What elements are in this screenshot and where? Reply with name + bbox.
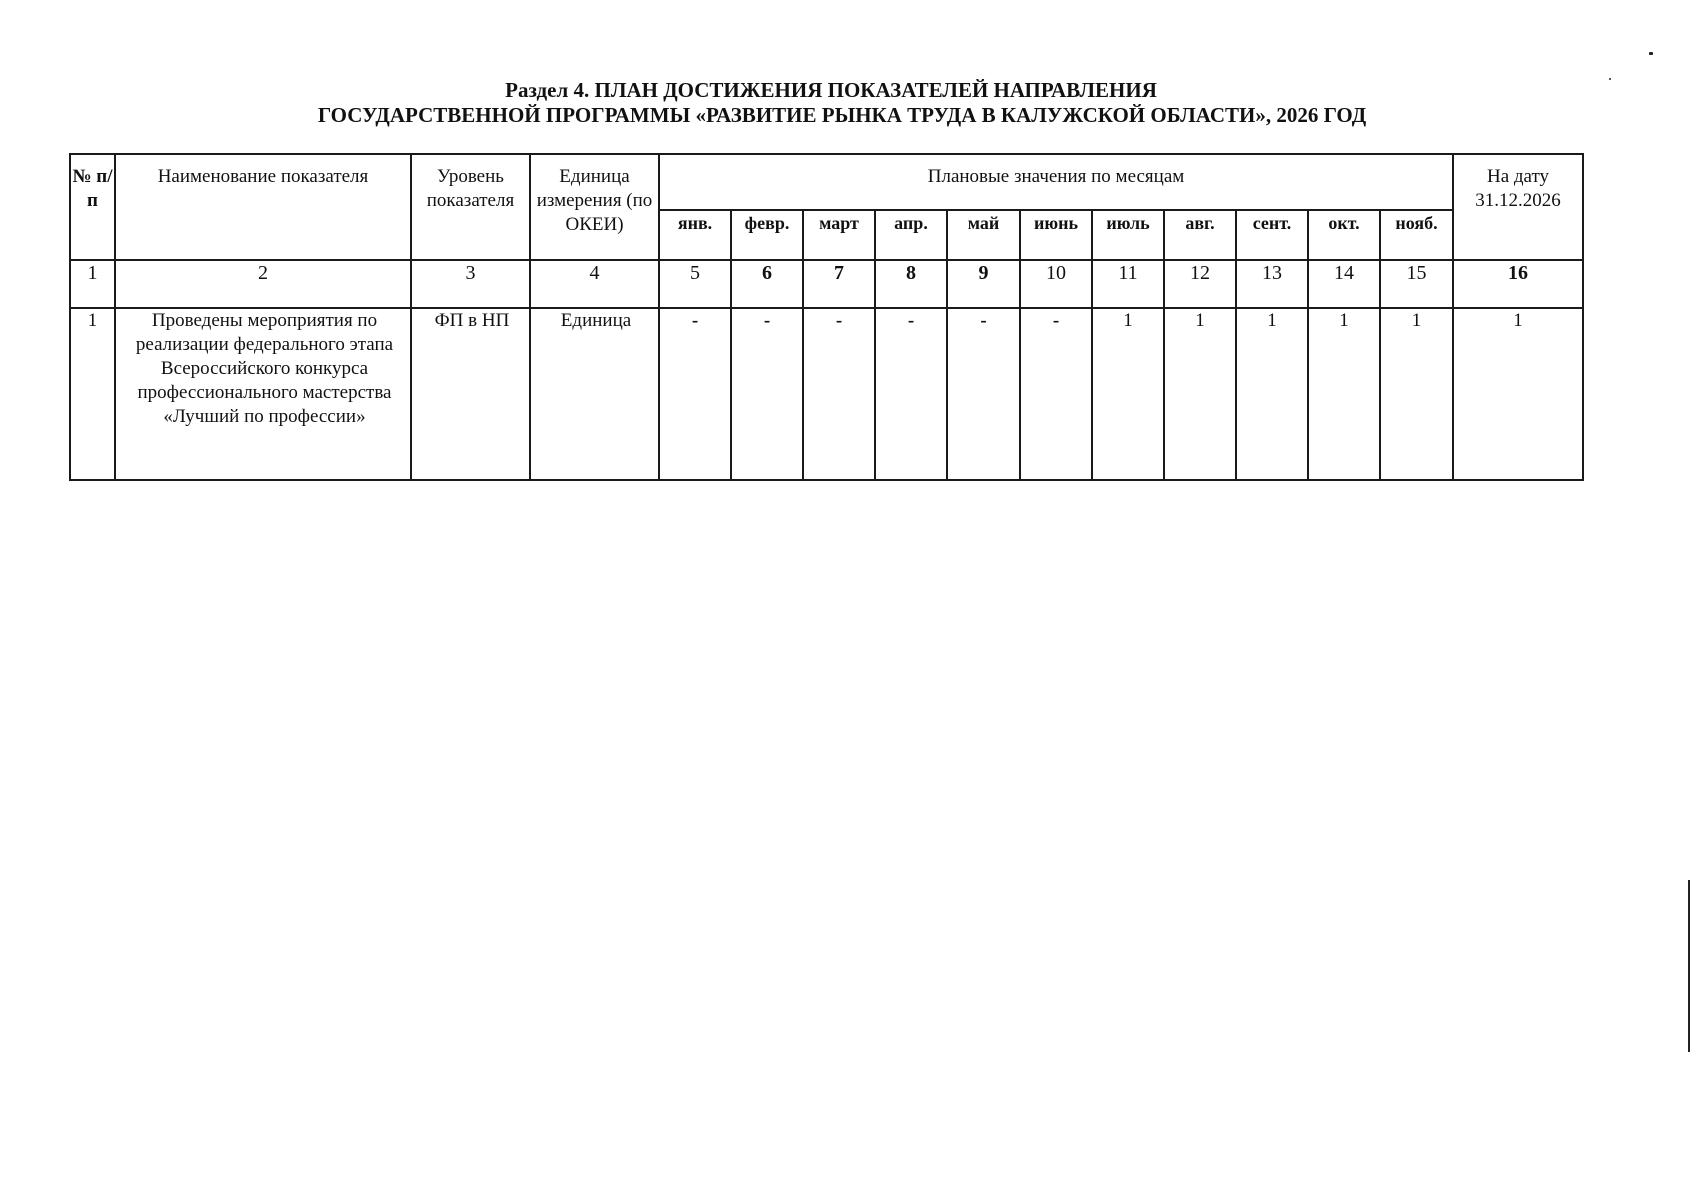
scan-edge-mark <box>1688 880 1690 1052</box>
month-header: сент. <box>1236 210 1308 260</box>
row-month-value: 1 <box>1380 308 1453 480</box>
row-month-value: - <box>659 308 731 480</box>
column-number: 7 <box>803 260 875 308</box>
header-final: На дату 31.12.2026 <box>1453 154 1583 260</box>
row-unit: Единица <box>530 308 659 480</box>
column-number: 15 <box>1380 260 1453 308</box>
column-number: 14 <box>1308 260 1380 308</box>
column-number: 12 <box>1164 260 1236 308</box>
month-header: авг. <box>1164 210 1236 260</box>
column-number: 4 <box>530 260 659 308</box>
row-month-value: - <box>875 308 947 480</box>
header-row <box>70 154 1583 210</box>
header-monthly-group: Плановые значения по месяцам <box>659 154 1453 210</box>
header-unit: Единица измерения (по ОКЕИ) <box>530 154 659 260</box>
row-month-value: 1 <box>1164 308 1236 480</box>
indicator-plan-table <box>69 153 1584 481</box>
column-number: 5 <box>659 260 731 308</box>
row-month-value: - <box>731 308 803 480</box>
row-month-value: - <box>947 308 1020 480</box>
header-level: Уровень показателя <box>411 154 530 260</box>
column-number-row <box>70 260 1583 308</box>
header-name: Наименование показателя <box>115 154 411 260</box>
column-number: 9 <box>947 260 1020 308</box>
month-header: март <box>803 210 875 260</box>
column-number: 6 <box>731 260 803 308</box>
column-number: 1 <box>70 260 115 308</box>
row-level: ФП в НП <box>411 308 530 480</box>
column-number: 13 <box>1236 260 1308 308</box>
month-header: май <box>947 210 1020 260</box>
scan-speck <box>1609 78 1611 80</box>
table-row <box>70 308 1583 480</box>
month-header: июль <box>1092 210 1164 260</box>
row-indicator-name: Проведены мероприятия по реализации федерального этапа Всероссийского конкурса профессионального мастерства «Лучший по профессии» <box>115 308 411 480</box>
column-number: 16 <box>1453 260 1583 308</box>
row-month-value: 1 <box>1092 308 1164 480</box>
row-final-value: 1 <box>1453 308 1583 480</box>
month-header: февр. <box>731 210 803 260</box>
section-title-line-1: Раздел 4. ПЛАН ДОСТИЖЕНИЯ ПОКАЗАТЕЛЕЙ НАПРАВЛЕНИЯ <box>505 78 1157 102</box>
month-header: июнь <box>1020 210 1092 260</box>
section-title-line-2: ГОСУДАРСТВЕННОЙ ПРОГРАММЫ «РАЗВИТИЕ РЫНКА ТРУДА В КАЛУЖСКОЙ ОБЛАСТИ», 2026 ГОД <box>317 103 1367 127</box>
month-header: янв. <box>659 210 731 260</box>
row-month-value: - <box>803 308 875 480</box>
row-month-value: 1 <box>1236 308 1308 480</box>
month-header: апр. <box>875 210 947 260</box>
scan-speck <box>1649 52 1653 55</box>
column-number: 10 <box>1020 260 1092 308</box>
month-header: окт. <box>1308 210 1380 260</box>
header-num: № п/п <box>70 154 115 260</box>
month-header: нояб. <box>1380 210 1453 260</box>
column-number: 11 <box>1092 260 1164 308</box>
column-number: 3 <box>411 260 530 308</box>
column-number: 8 <box>875 260 947 308</box>
column-number: 2 <box>115 260 411 308</box>
section-title <box>0 78 1692 128</box>
row-month-value: - <box>1020 308 1092 480</box>
row-num: 1 <box>70 308 115 480</box>
row-month-value: 1 <box>1308 308 1380 480</box>
